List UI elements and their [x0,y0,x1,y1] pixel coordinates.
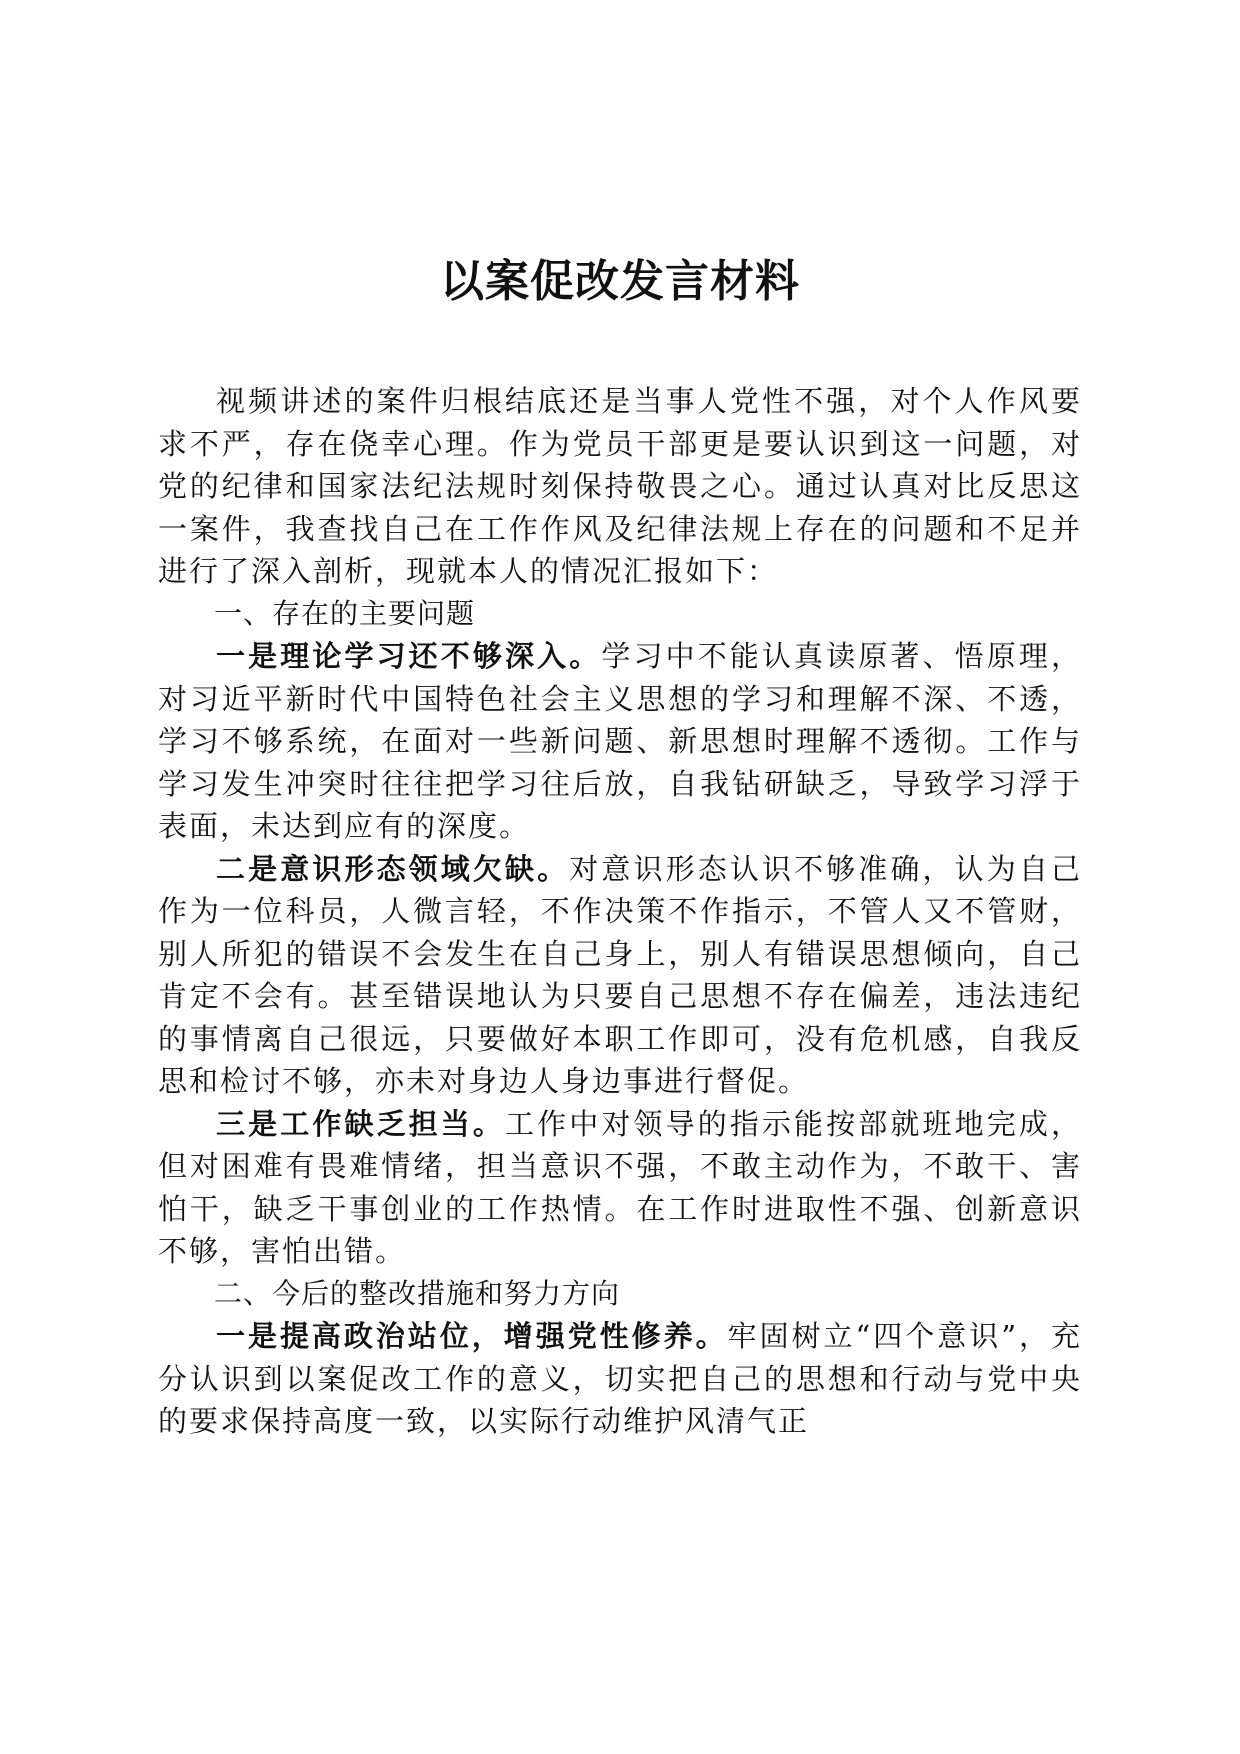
section-heading-measures: 二、今后的整改措施和努力方向 [214,1276,621,1310]
section-heading-problems: 一、存在的主要问题 [214,596,476,630]
problem-lead-2: 二是意识形态领域欠缺。 [216,851,570,886]
document-body [158,380,1082,1443]
problem-text-1: 学习中不能认真读原著、悟原理，对习近平新时代中国特色社会主义思想的学习和理解不深、不透，学习不够系统，在面对一些新问题、新思想时理解不透彻。工作与学习发生冲突时往往把学习往后放，自我钻研缺乏，导致学习浮于表面，未达到应有的深度。 [158,639,1082,843]
problem-paragraph-3 [158,1103,1082,1273]
intro-paragraph: 视频讲述的案件归根结底还是当事人党性不强，对个人作风要求不严，存在侥幸心理。作为党员干部更是要认识到这一问题，对党的纪律和国家法纪法规时刻保持敬畏之心。通过认真对比反思这一案件，我查找自己在工作作风及纪律法规上存在的问题和不足并进行了深入剖析，现就本人的情况汇报如下： [158,384,1082,588]
problem-paragraph-2 [158,848,1082,1103]
measure-text-1: 牢固树立“四个意识”，充分认识到以案促改工作的意义，切实把自己的思想和行动与党中央的要求保持高度一致，以实际行动维护风清气正 [158,1319,1082,1438]
problem-text-3: 工作中对领导的指示能按部就班地完成，但对困难有畏难情绪，担当意识不强，不敢主动作为，不敢干、害怕干，缺乏干事创业的工作热情。在工作时进取性不强、创新意识不够，害怕出错。 [158,1106,1082,1268]
document-title: 以案促改发言材料 [440,256,800,307]
measure-paragraph-1 [158,1315,1082,1443]
measure-lead-1: 一是提高政治站位，增强党性修养。 [216,1319,728,1353]
problem-text-2: 对意识形态认识不够准确，认为自己作为一位科员，人微言轻，不作决策不作指示，不管人又不管财，别人所犯的错误不会发生在自己身上，别人有错误思想倾向，自己肯定不会有。甚至错误地认为只要自己思想不存在偏差，违法违纪的事情离自己很远，只要做好本职工作即可，没有危机感，自我反思和检讨不够，亦未对身边人身边事进行督促。 [158,851,1082,1098]
problem-lead-3: 三是工作缺乏担当。 [216,1106,506,1141]
problem-paragraph-1 [158,635,1082,848]
problem-lead-1: 一是理论学习还不够深入。 [216,639,602,673]
